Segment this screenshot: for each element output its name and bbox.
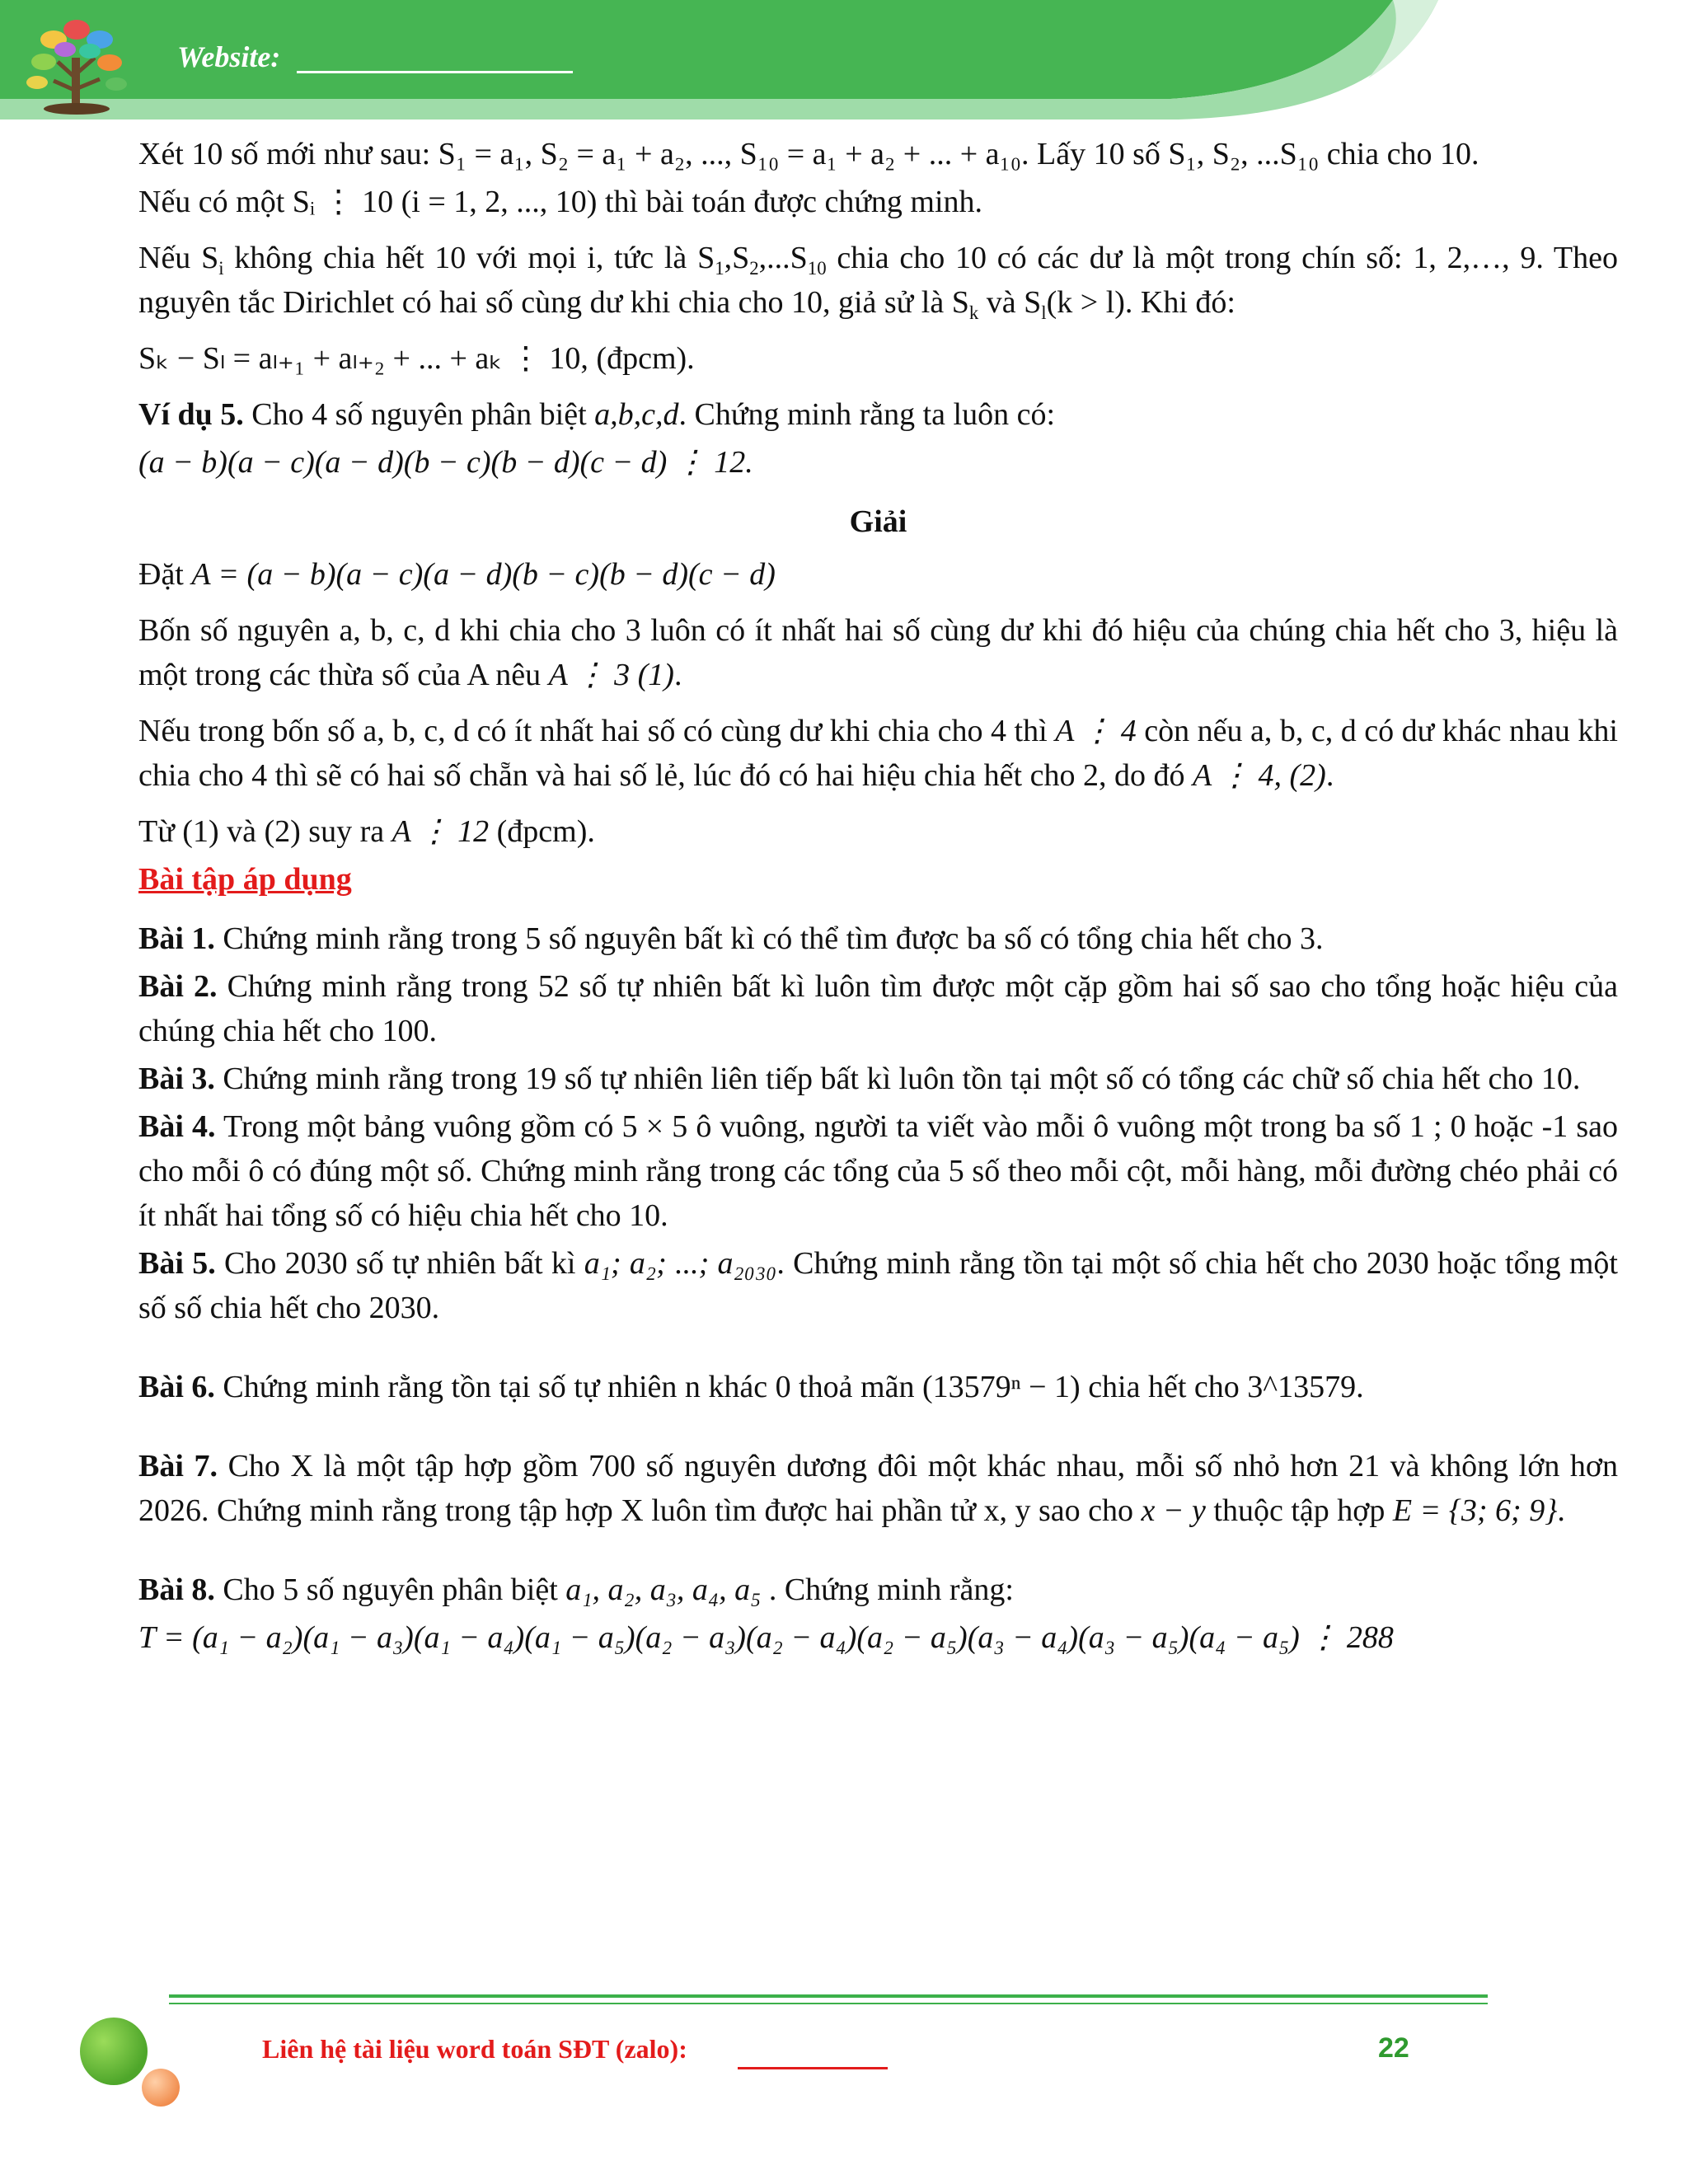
paragraph-dirichlet: Nếu $S_i$ không chia hết 10 với mọi i, tức là $S_1,S_2,...S_{10}$ chia cho 10 có các dư là một trong chín số: 1, 2,…, 9. Theo nguyên tắc Dirichlet có hai số cùng dư khi chia cho 10, giả sử là $S_k$ và $S_l(k > l)$. Khi đó: (138, 241, 1618, 323)
example-5: Ví dụ 5. Cho 4 số nguyên phân biệt a,b,c,d. Chứng minh rằng ta luôn có: (138, 397, 1055, 432)
math-5x5: 5 × 5 (621, 1109, 688, 1144)
exercise-1: Bài 1. Chứng minh rằng trong 5 số nguyên bất kì có thể tìm được ba số có tổng chia hết cho 3. (138, 921, 1324, 956)
paragraph-si-divisible: Nếu có một Sᵢ ⋮ 10 (i = 1, 2, ..., 10) thì bài toán được chứng minh. (138, 185, 983, 219)
paragraph-s-sequence: Xét 10 số mới như sau: S₁ = a₁, S₂ = a₁ + a₂, ..., S₁₀ = a₁ + a₂ + ... + a₁₀. Lấy 10 số S₁, S₂, ...S₁₀ chia cho 10. (138, 137, 1479, 171)
exercise-7: Bài 7. Cho X là một tập hợp gồm 700 số nguyên dương đôi một khác nhau, mỗi số nhỏ hơn 21 và không lớn hơn 2026. Chứng minh rằng trong tập hợp X luôn tìm được hai phần tử x, y sao cho x − y thuộc tập hợp E = {3; 6; 9}. (138, 1449, 1618, 1528)
paragraph-mod-4: Nếu trong bốn số a, b, c, d có ít nhất hai số có cùng dư khi chia cho 4 thì A ⋮ 4 còn nếu a, b, c, d có dư khác nhau khi chia cho 4 thì sẽ có hai số chẵn và hai số lẻ, lúc đó có hai hiệu chia hết cho 2, do đó A ⋮ 4, (2). (138, 714, 1618, 793)
math-product-12: (a − b)(a − c)(a − d)(b − c)(b − d)(c − d) ⋮ 12. (138, 445, 753, 480)
exercise-8-label: Bài 8. (138, 1572, 215, 1607)
exercise-2: Bài 2. Chứng minh rằng trong 52 số tự nhiên bất kì luôn tìm được một cặp gồm hai số sao cho tổng hoặc hiệu của chúng chia hết cho 100. (138, 969, 1619, 1048)
section-heading-exercises: Bài tập áp dụng (138, 862, 352, 897)
exercise-5-label: Bài 5. (138, 1246, 216, 1281)
math-3-power: 3^13579 (1247, 1370, 1357, 1404)
exercise-2-label: Bài 2. (138, 969, 218, 1004)
paragraph-sk-minus-sl: Sₖ − Sₗ = aₗ₊₁ + aₗ₊₂ + ... + aₖ ⋮ 10, (đpcm). (138, 341, 695, 376)
exercise-6: Bài 6. Chứng minh rằng tồn tại số tự nhiên n khác 0 thoả mãn (13579ⁿ − 1) chia hết cho 3^13579. (138, 1370, 1364, 1404)
tree-logo-icon (12, 0, 144, 124)
paragraph-conclusion: Từ (1) và (2) suy ra A ⋮ 12 (đpcm). (138, 814, 595, 849)
math-sl: $S_l$ (1024, 285, 1047, 323)
exercise-8: Bài 8. Cho 5 số nguyên phân biệt a₁, a₂, a₃, a₄, a₅ . Chứng minh rằng: (138, 1572, 1014, 1607)
page-content (138, 132, 1618, 1671)
math-si-divisible: Sᵢ ⋮ 10 (i = 1, 2, ..., 10) (292, 185, 598, 219)
exercise-7-label: Bài 7. (138, 1449, 218, 1483)
solution-heading: Giải (849, 504, 907, 539)
math-define-a: A = (a − b)(a − c)(a − d)(b − c)(b − d)(c − d) (191, 557, 776, 592)
green-circle-icon (80, 2018, 148, 2085)
exercise-3: Bài 3. Chứng minh rằng trong 19 số tự nhiên liên tiếp bất kì luôn tồn tại một số có tổng các chữ số chia hết cho 10. (138, 1062, 1581, 1096)
paragraph-mod-3: Bốn số nguyên a, b, c, d khi chia cho 3 luôn có ít nhất hai số cùng dư khi đó hiệu của chúng chia hết cho 3, hiệu là một trong các thừa số của A nêu A ⋮ 3 (1). (138, 613, 1618, 692)
example-5-expression (138, 440, 1618, 485)
exercise-5: Bài 5. Cho 2030 số tự nhiên bất kì a₁; a₂; ...; a₂₀₃₀. Chứng minh rằng tồn tại một số chia hết cho 2030 hoặc tổng một số số chia hết cho 2030. (138, 1246, 1618, 1325)
math-a-div-12: A ⋮ 12 (392, 814, 490, 849)
math-a1-a5: a₁, a₂, a₃, a₄, a₅ (565, 1572, 762, 1607)
math-x-minus-y: x − y (1141, 1493, 1206, 1528)
footer-rule-bottom (169, 2003, 1488, 2004)
math-a-sequence: a₁; a₂; ...; a₂₀₃₀ (584, 1246, 777, 1281)
math-a-div-4: A ⋮ 4 (1055, 714, 1137, 748)
math-t-product: T = (a₁ − a₂)(a₁ − a₃)(a₁ − a₄)(a₁ − a₅)(a₂ − a₃)(a₂ − a₄)(a₂ − a₅)(a₃ − a₄)(a₃ − a₅)(a₄ − a₅) ⋮ 288 (138, 1620, 1394, 1655)
math-sk-minus-sl: Sₖ − Sₗ = aₗ₊₁ + aₗ₊₂ + ... + aₖ ⋮ 10 (138, 341, 581, 376)
math-s-list: S₁, S₂, ...S₁₀ (1168, 137, 1320, 171)
math-si: $S_i$ (201, 241, 224, 279)
page-header (0, 0, 1688, 124)
exercise-1-label: Bài 1. (138, 921, 215, 956)
math-s-list-2: $S_1,S_2,...S_{10}$ (697, 241, 827, 279)
exercise-4-label: Bài 4. (138, 1109, 216, 1144)
footer-contact: Liên hệ tài liệu word toán SĐT (zalo): (262, 2034, 687, 2064)
page-footer (0, 1978, 1688, 2184)
website-underline (297, 71, 573, 73)
math-13579-power: (13579ⁿ − 1) (921, 1370, 1081, 1404)
paragraph-define-a: Đặt A = (a − b)(a − c)(a − d)(b − c)(b − d)(c − d) (138, 557, 776, 592)
math-s-definitions: S₁ = a₁, S₂ = a₁ + a₂, ..., S₁₀ = a₁ + a₂ + ... + a₁₀ (438, 137, 1022, 171)
orange-circle-icon (142, 2069, 180, 2107)
footer-rule-top (169, 1994, 1488, 1998)
exercise-6-label: Bài 6. (138, 1370, 215, 1404)
math-set-e: E = {3; 6; 9} (1392, 1493, 1558, 1528)
math-a-div-3: A ⋮ 3 (1) (548, 658, 674, 692)
website-label: Website: (177, 40, 281, 73)
math-sk: $S_k$ (951, 285, 979, 323)
exercise-3-label: Bài 3. (138, 1062, 215, 1096)
example-5-label: Ví dụ 5. (138, 397, 244, 432)
exercise-8-expression (138, 1615, 1618, 1660)
exercise-4: Bài 4. Trong một bảng vuông gồm có 5 × 5 ô vuông, người ta viết vào mỗi ô vuông một trong ba số 1 ; 0 hoặc -1 sao cho mỗi ô có đúng một số. Chứng minh rằng trong các tổng của 5 số theo mỗi cột, mỗi hàng, mỗi đường chéo phải có ít nhất hai tổng số có hiệu chia hết cho 10. (138, 1109, 1619, 1233)
page-number: 22 (1378, 2032, 1409, 2064)
footer-contact-underline (738, 2067, 888, 2069)
math-a-div-4-2: A ⋮ 4, (2) (1192, 758, 1326, 793)
math-abcd: a,b,c,d (594, 397, 679, 432)
